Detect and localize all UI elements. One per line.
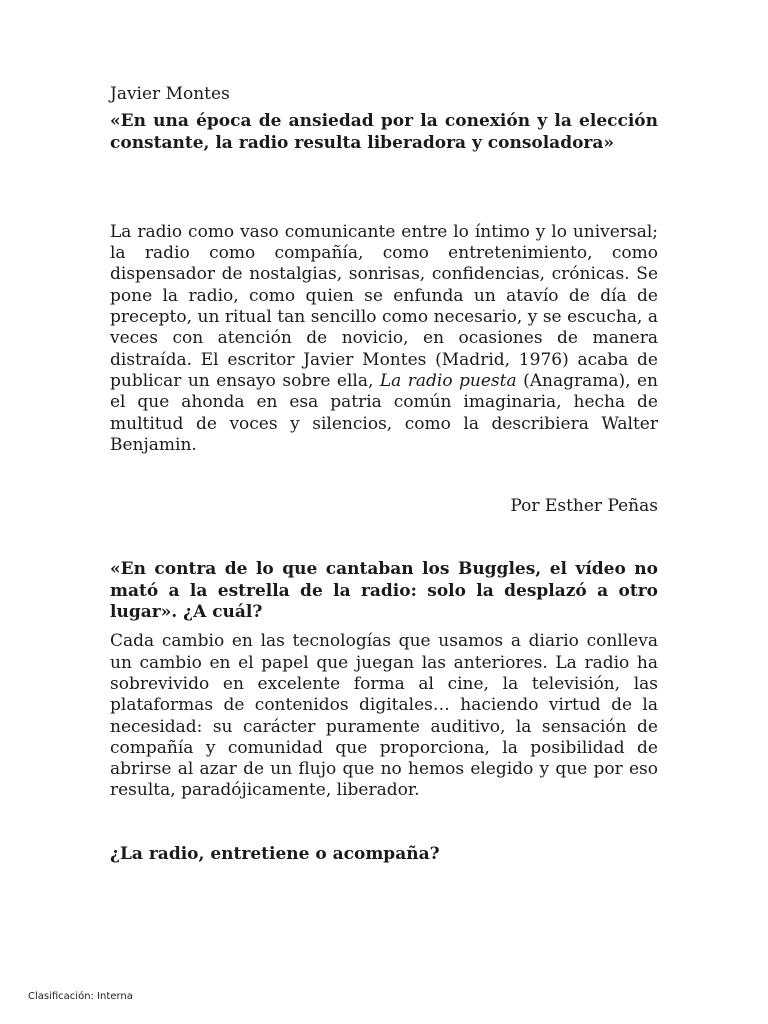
interview-question: ¿La radio, entretiene o acompaña? <box>110 843 440 864</box>
intro-text-part1: La radio como vaso comunicante entre lo íntimo y lo universal; la radio como compañía, como entretenimiento, como dispensador de nostalgias, sonrisas, confidencias, crónicas. Se pone la radio, como quien se enfunda un atavío de día de precepto, un ritual tan sencillo como necesario, y se escucha, a veces con atención de novicio, en ocasiones de manera distraída. El escritor Javier Montes (Madrid, 1976) acaba de publicar un ensayo sobre ella, <box>110 221 658 391</box>
byline: Por Esther Peñas <box>510 496 658 517</box>
article-headline: «En una época de ansiedad por la conexión y la elección constante, la radio resulta liberadora y consoladora» <box>110 111 658 153</box>
intro-text-part2: (Anagrama), en el que ahonda en esa patria común imaginaria, hecha de multitud de voces y silencios, como la describiera Walter Benjamin. <box>110 370 659 455</box>
interview-question: «En contra de lo que cantaban los Buggles, el vídeo no mató a la estrella de la radio: solo la desplazó a otro lugar». ¿A cuál? <box>110 559 658 623</box>
classification-label: Clasificación: Interna <box>28 991 133 1002</box>
author-name: Javier Montes <box>110 84 230 104</box>
book-title: La radio puesta <box>379 370 517 391</box>
interview-answer: Cada cambio en las tecnologías que usamos a diario conlleva un cambio en el papel que juegan las anteriores. La radio ha sobrevivido en excelente forma al cine, la televisión, las plataformas de contenidos digitales… haciendo virtud de la necesidad: su carácter puramente auditivo, la sensación de compañía y comunidad que proporciona, la posibilidad de abrirse al azar de un flujo que no hemos elegido y que por eso resulta, paradójicamente, liberador. <box>110 631 658 801</box>
intro-paragraph <box>110 222 658 456</box>
document-page <box>110 84 658 865</box>
